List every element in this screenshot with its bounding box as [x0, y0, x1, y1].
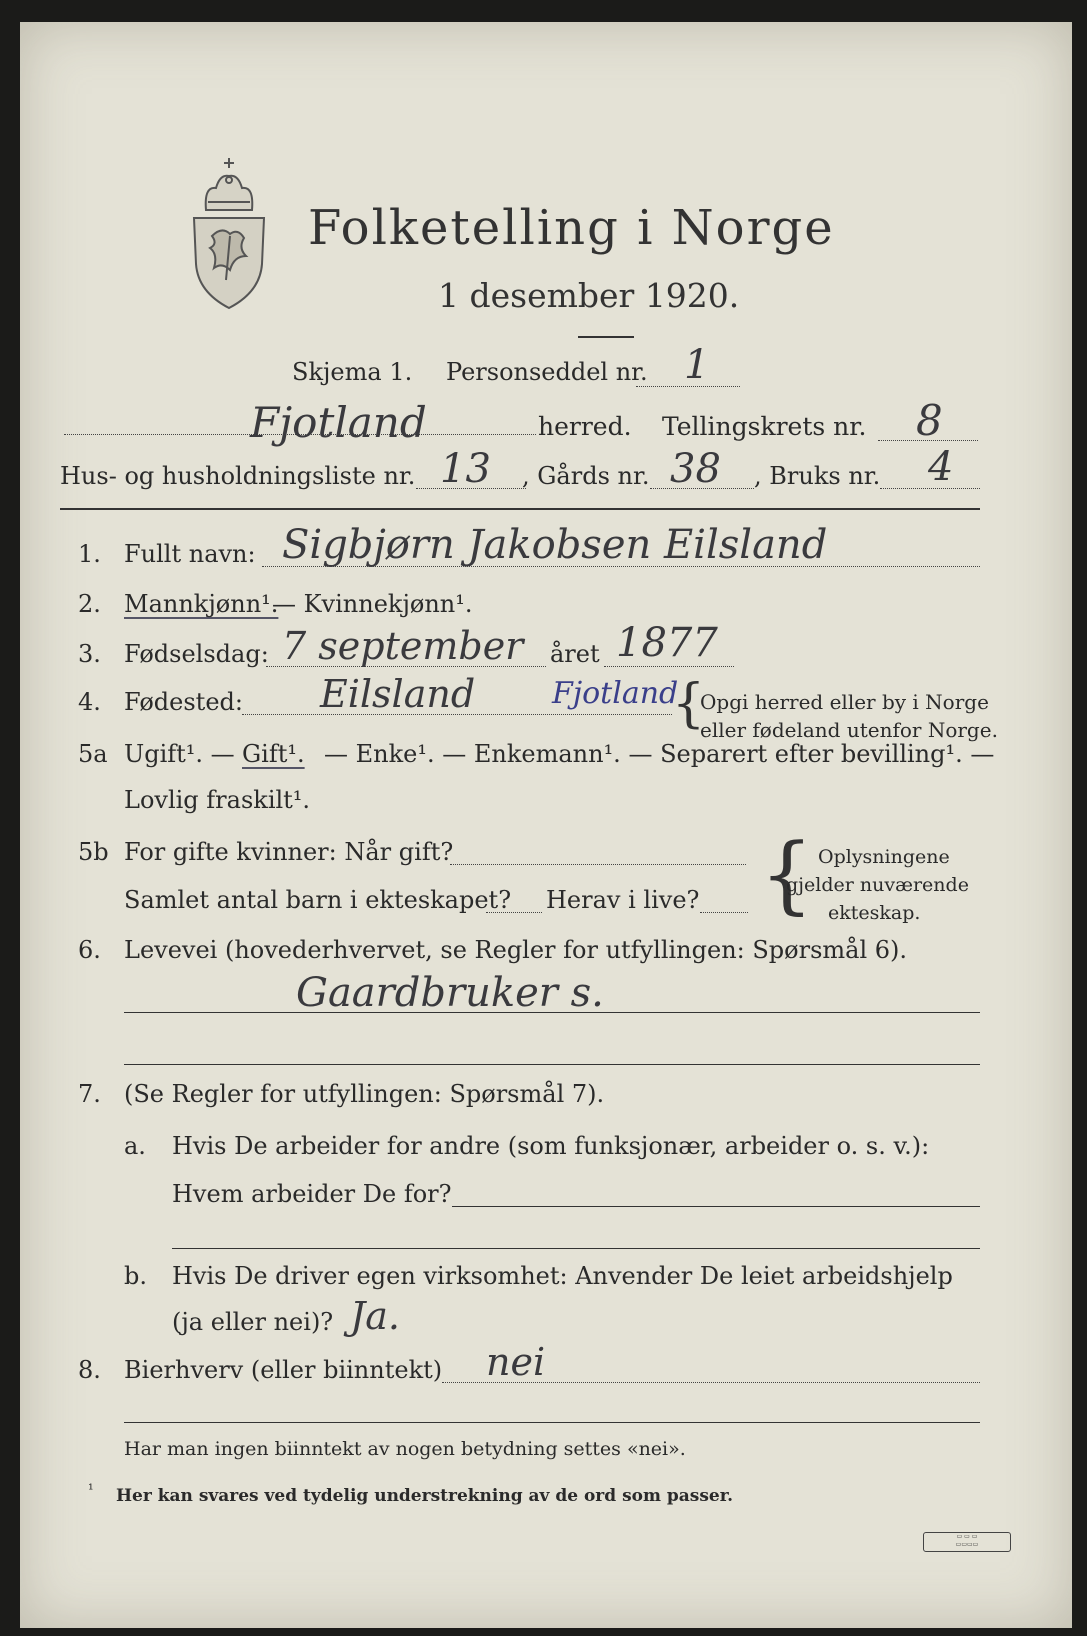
- q5a-number: 5a: [78, 740, 108, 768]
- gards-label: , Gårds nr.: [522, 462, 650, 490]
- q5b-note-line-2: gjelder nuværende: [786, 874, 969, 896]
- q5b-label-children: Samlet antal barn i ekteskapet?: [124, 886, 512, 914]
- q7a-letter: a.: [124, 1132, 146, 1160]
- q5b-alive-field-line: [700, 912, 748, 913]
- q7b-label-line-1: Hvis De driver egen virksomhet: Anvender De leiet arbeidshjelp: [172, 1262, 953, 1290]
- q5a-other-options[interactable]: — Enke¹. — Enkemann¹. — Separert efter bevilling¹. —: [324, 740, 995, 768]
- q5b-note-brace: {: [760, 825, 814, 923]
- q4-value[interactable]: Eilsland: [320, 672, 476, 716]
- q4-number: 4.: [78, 688, 101, 716]
- q7b-letter: b.: [124, 1262, 147, 1290]
- q7b-value[interactable]: Ja.: [350, 1294, 400, 1338]
- q8-label: Bierhverv (eller biinntekt): [124, 1356, 443, 1384]
- census-form-sheet: [20, 22, 1072, 1628]
- q7b-label-line-2: (ja eller nei)?: [172, 1308, 334, 1336]
- header-divider: [578, 336, 634, 338]
- q6-field-line-2: [124, 1064, 980, 1065]
- husliste-value[interactable]: 13: [440, 446, 491, 492]
- q7a-label-line-1: Hvis De arbeider for andre (som funksjonær, arbeider o. s. v.):: [172, 1132, 930, 1160]
- q4-note-line-2: eller fødeland utenfor Norge.: [700, 718, 998, 742]
- q5b-label-married: For gifte kvinner: Når gift?: [124, 838, 454, 866]
- no-income-note: Har man ingen biinntekt av nogen betydning settes «nei».: [124, 1438, 686, 1460]
- q8-value[interactable]: nei: [486, 1340, 546, 1384]
- footnote-mark: ¹: [88, 1482, 94, 1498]
- q2-male-option[interactable]: Mannkjønn¹.: [124, 590, 279, 618]
- q8-number: 8.: [78, 1356, 101, 1384]
- q4-label: Fødested:: [124, 688, 243, 716]
- q3-number: 3.: [78, 640, 101, 668]
- husliste-label: Hus- og husholdningsliste nr.: [60, 462, 416, 490]
- q5a-gift-option[interactable]: Gift¹.: [242, 740, 305, 768]
- bruks-value[interactable]: 4: [928, 444, 954, 490]
- q7-number: 7.: [78, 1080, 101, 1108]
- q2-female-option[interactable]: — Kvinnekjønn¹.: [272, 590, 473, 618]
- q4-value-correction[interactable]: Fjotland: [552, 676, 679, 711]
- q5b-children-field-line: [486, 912, 542, 913]
- footnote-text: Her kan svares ved tydelig understrekning av de ord som passer.: [116, 1486, 734, 1506]
- q6-field-line-1: [124, 1012, 980, 1013]
- q4-note-brace: {: [672, 674, 706, 734]
- q1-number: 1.: [78, 540, 101, 568]
- form-title: Folketelling i Norge: [308, 200, 835, 256]
- printer-stamp: ▭ ▭ ▭ ▭▭▭▭: [923, 1532, 1011, 1552]
- q3-year-label: året: [550, 640, 600, 668]
- tellingskrets-label: Tellingskrets nr.: [662, 412, 867, 441]
- q6-value[interactable]: Gaardbruker s.: [296, 970, 604, 1016]
- q7a-field-line-1: [452, 1206, 980, 1207]
- q3-label: Fødselsdag:: [124, 640, 269, 668]
- section-divider: [60, 508, 980, 510]
- q2-number: 2.: [78, 590, 101, 618]
- q4-note-line-1: Opgi herred eller by i Norge: [700, 690, 989, 714]
- q5b-label-alive: Herav i live?: [546, 886, 700, 914]
- q7-label: (Se Regler for utfyllingen: Spørsmål 7).: [124, 1080, 605, 1108]
- q6-number: 6.: [78, 936, 101, 964]
- q1-value[interactable]: Sigbjørn Jakobsen Eilsland: [282, 522, 828, 568]
- q6-label: Levevei (hovederhvervet, se Regler for utfyllingen: Spørsmål 6).: [124, 936, 908, 964]
- q3-year-value[interactable]: 1877: [616, 620, 718, 666]
- q7a-label-line-2: Hvem arbeider De for?: [172, 1180, 452, 1208]
- q5b-married-field-line: [450, 864, 746, 865]
- q5a-ugift-option[interactable]: Ugift¹. —: [124, 740, 235, 768]
- q3-year-field-line: [604, 666, 734, 667]
- schema-label: Skjema 1.: [292, 358, 413, 386]
- herred-label: herred.: [538, 412, 632, 441]
- q5b-note-line-1: Oplysningene: [818, 846, 950, 868]
- q5b-note-line-3: ekteskap.: [828, 902, 921, 924]
- bruks-label: , Bruks nr.: [754, 462, 881, 490]
- tellingskrets-value[interactable]: 8: [916, 396, 943, 445]
- q5a-fraskilt-option[interactable]: Lovlig fraskilt¹.: [124, 786, 311, 814]
- q7a-field-line-2: [172, 1248, 980, 1249]
- census-date: 1 desember 1920.: [438, 276, 740, 315]
- gards-value[interactable]: 38: [670, 446, 721, 492]
- personseddel-value[interactable]: 1: [684, 342, 710, 388]
- q8-field-line-2: [124, 1422, 980, 1423]
- q1-label: Fullt navn:: [124, 540, 256, 568]
- q3-value[interactable]: 7 september: [282, 624, 524, 668]
- personseddel-label: Personseddel nr.: [446, 358, 648, 386]
- q5b-number: 5b: [78, 838, 109, 866]
- herred-value[interactable]: Fjotland: [250, 398, 427, 447]
- coat-of-arms-icon: [186, 152, 272, 312]
